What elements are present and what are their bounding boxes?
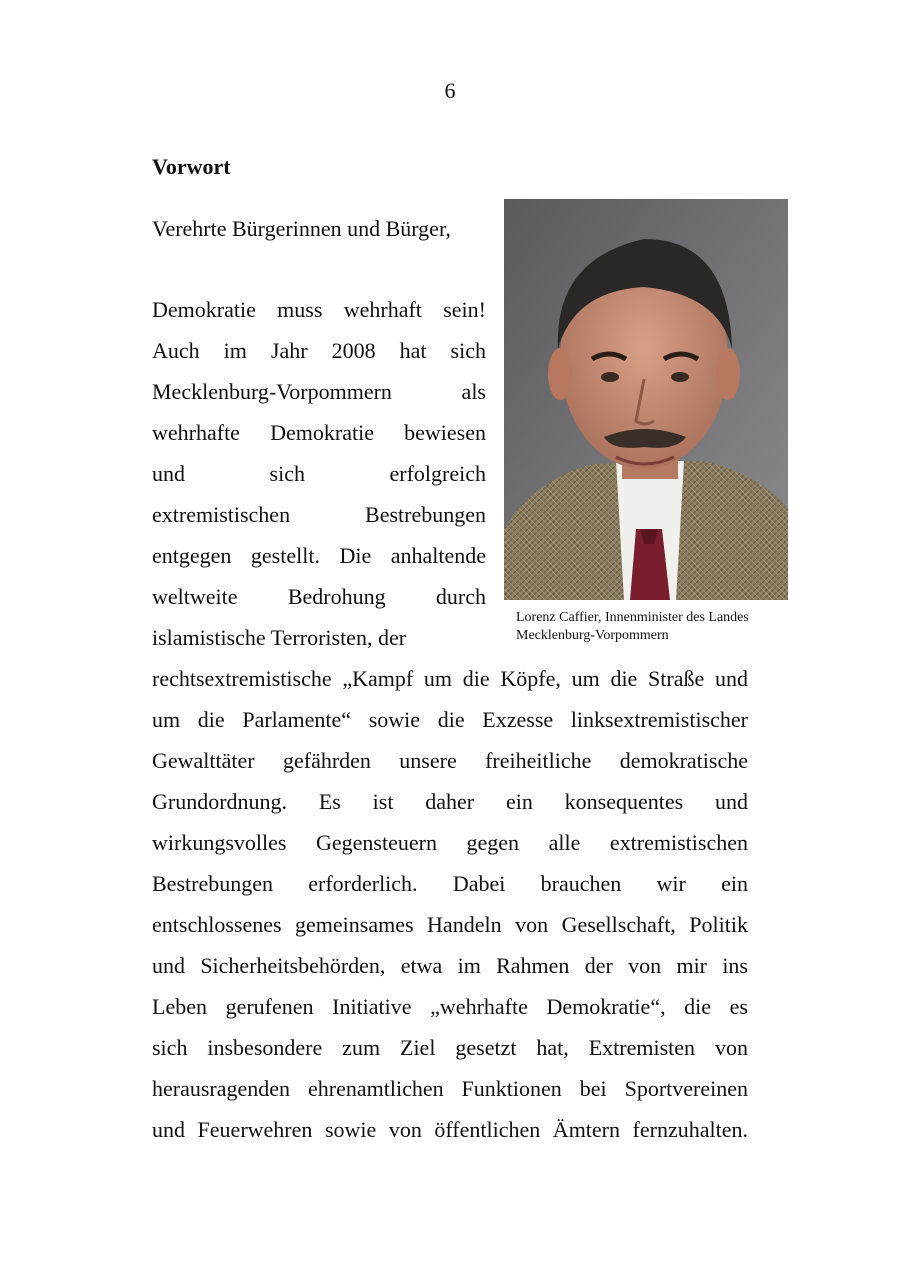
text-line: extremistischen Bestrebungen (152, 502, 486, 527)
text-line: und Feuerwehren sowie von öffentlichen Ämtern fernzuhalten. (152, 1117, 748, 1142)
text-line: sich insbesondere zum Ziel gesetzt hat, Extremisten von (152, 1035, 748, 1060)
text-line: herausragenden ehrenamtlichen Funktionen bei Sportvereinen (152, 1076, 748, 1101)
text-line: wehrhafte Demokratie bewiesen (152, 420, 486, 445)
caption-line: Lorenz Caffier, Innenminister des Landes (516, 610, 749, 625)
salutation: Verehrte Bürgerinnen und Bürger, (152, 216, 451, 241)
text-line: Grundordnung. Es ist daher ein konsequentes und (152, 789, 748, 814)
column-paragraph (152, 289, 486, 658)
caption-line: Mecklenburg-Vorpommern (516, 628, 669, 643)
text-line: Gewalttäter gefährden unsere freiheitliche demokratische (152, 748, 748, 773)
text-line: entschlossenes gemeinsames Handeln von Gesellschaft, Politik (152, 912, 748, 937)
text-line: Auch im Jahr 2008 hat sich (152, 338, 486, 363)
text-line: wirkungsvolles Gegensteuern gegen alle extremistischen (152, 830, 748, 855)
text-line: um die Parlamente“ sowie die Exzesse linksextremistischer (152, 707, 748, 732)
text-line: und Sicherheitsbehörden, etwa im Rahmen der von mir ins (152, 953, 748, 978)
portrait-illustration (504, 199, 788, 600)
text-line: rechtsextremistische „Kampf um die Köpfe, um die Straße und (152, 666, 748, 691)
text-line: Leben gerufenen Initiative „wehrhafte Demokratie“, die es (152, 994, 748, 1019)
text-line: und sich erfolgreich (152, 461, 486, 486)
body-paragraph (152, 658, 748, 1150)
text-line: islamistische Terroristen, der (152, 625, 407, 650)
text-line: Demokratie muss wehrhaft sein! (152, 297, 486, 322)
text-line: entgegen gestellt. Die anhaltende (152, 543, 486, 568)
section-heading: Vorwort (152, 154, 231, 179)
portrait-photo (504, 199, 788, 600)
text-line: Mecklenburg-Vorpommern als (152, 379, 486, 404)
text-line: Bestrebungen erforderlich. Dabei brauchen wir ein (152, 871, 748, 896)
text-line: weltweite Bedrohung durch (152, 584, 486, 609)
photo-caption (516, 609, 788, 645)
page-number: 6 (444, 78, 456, 103)
